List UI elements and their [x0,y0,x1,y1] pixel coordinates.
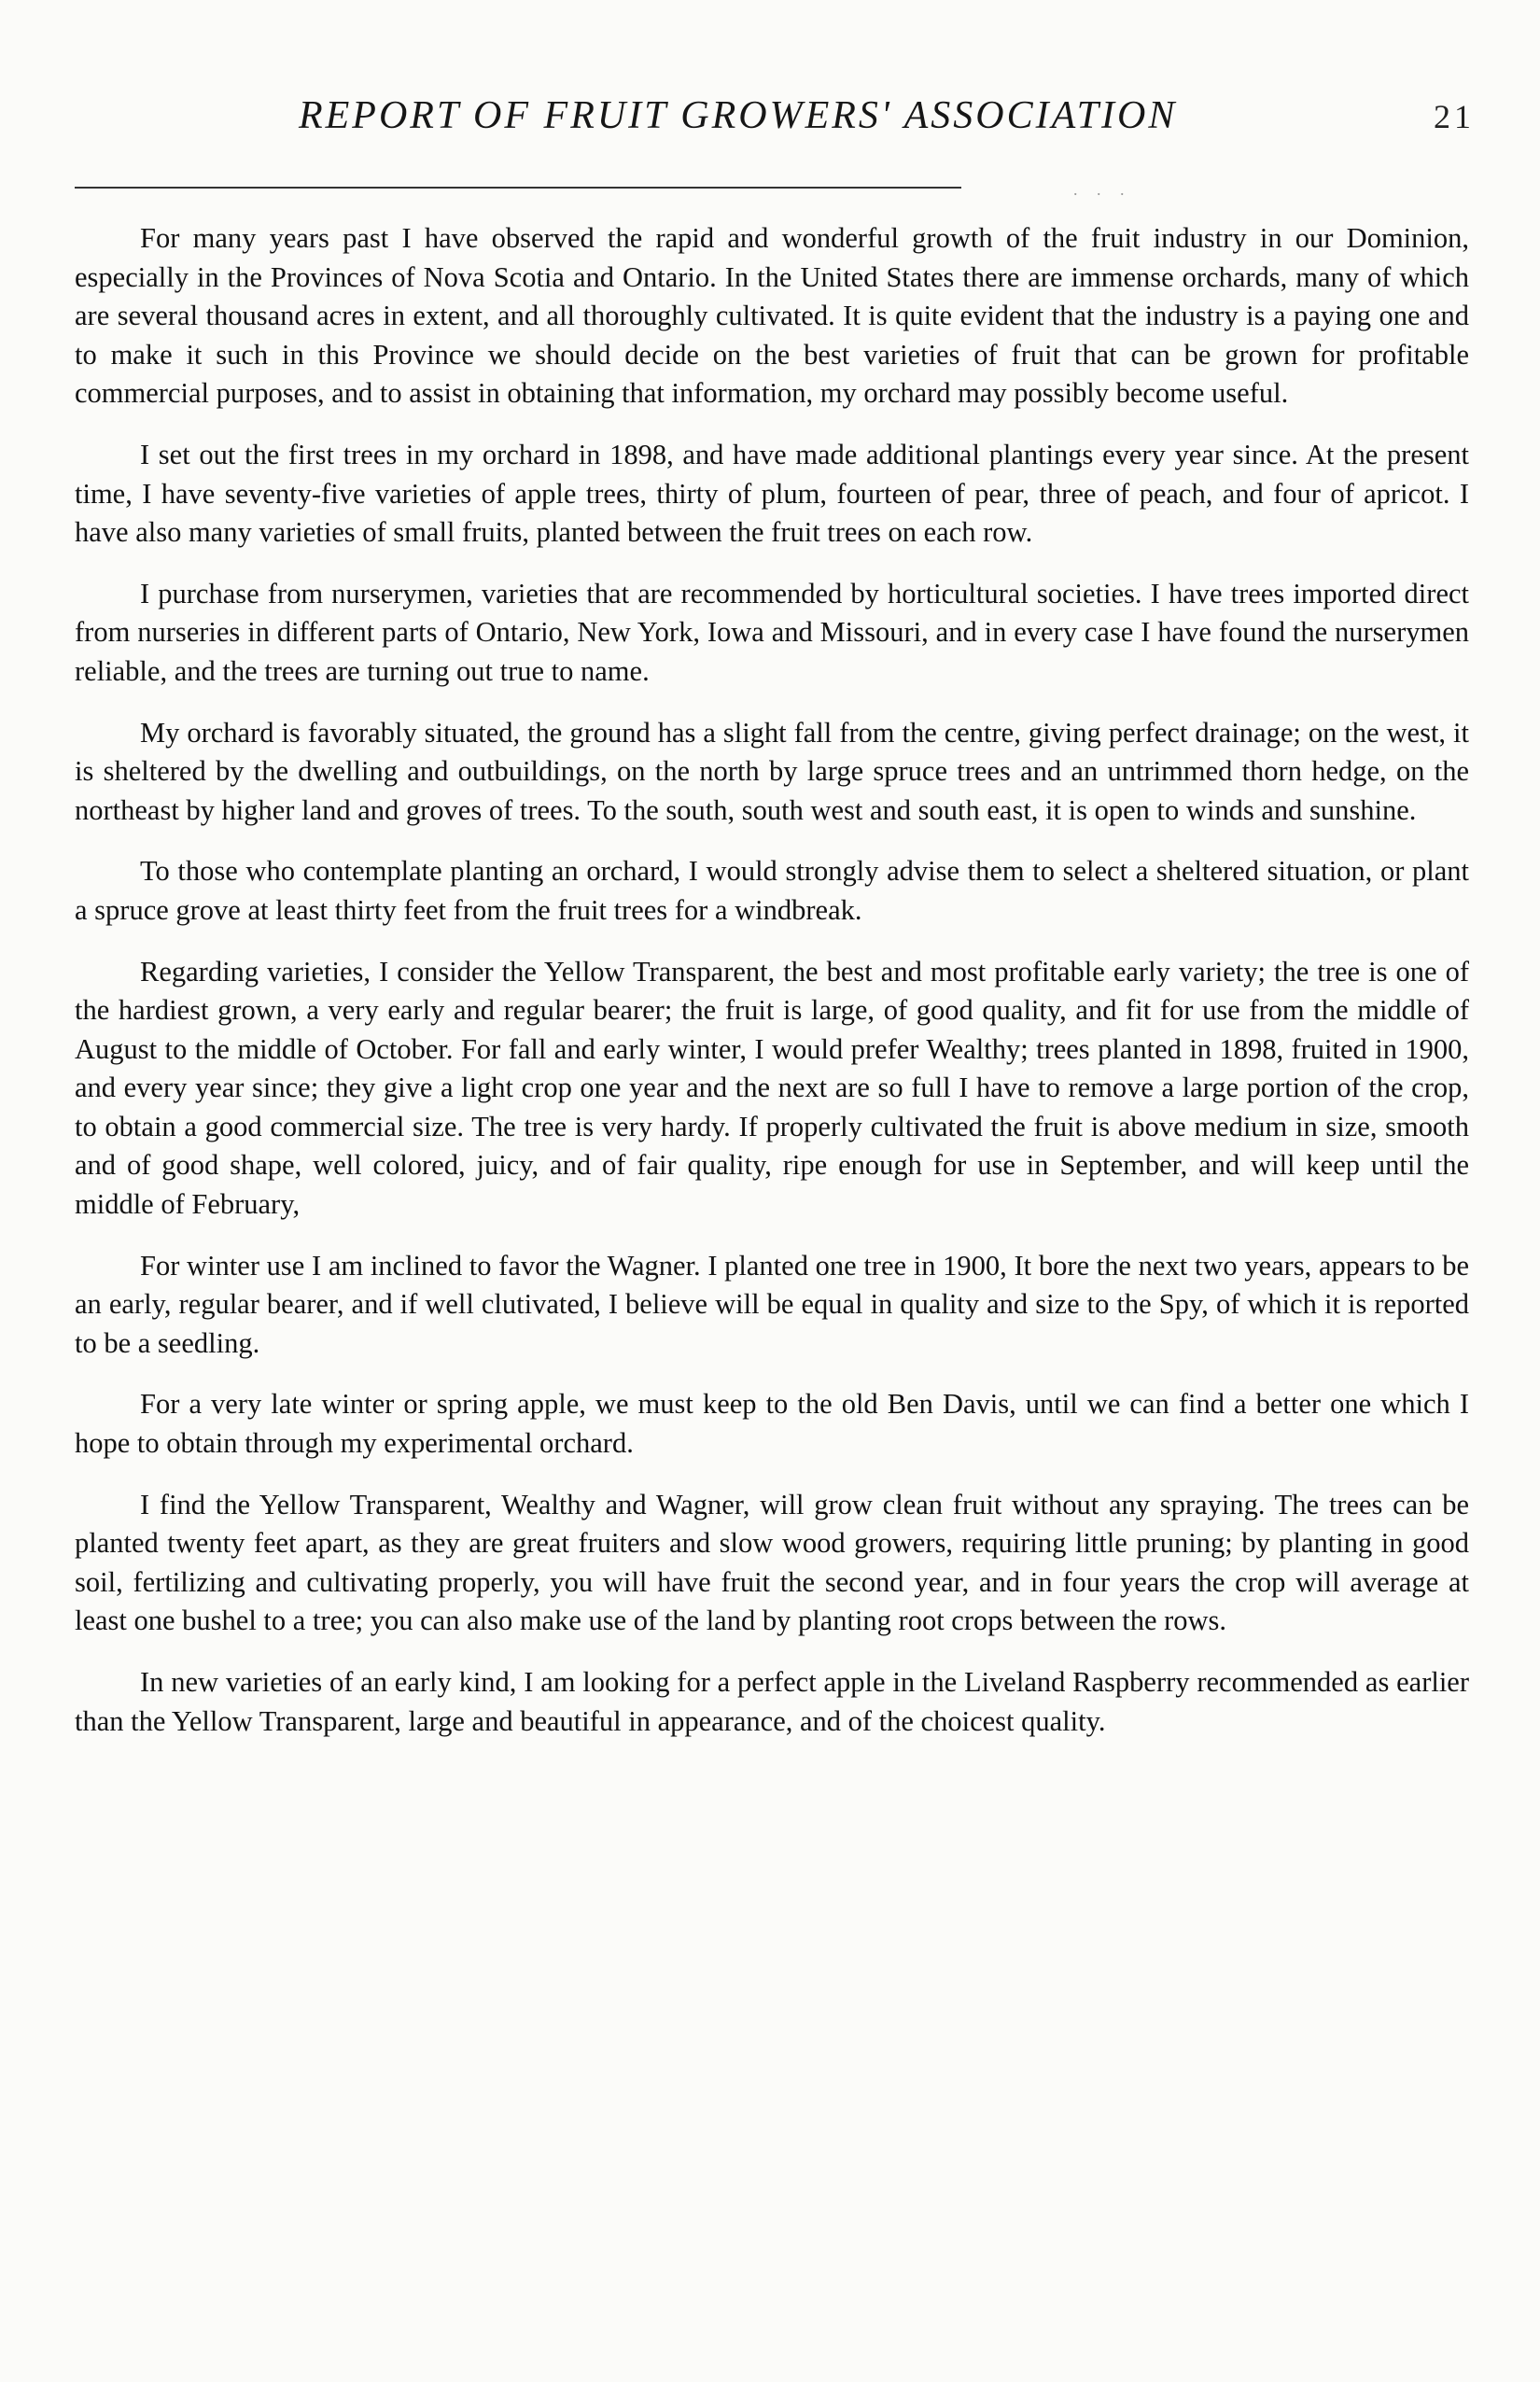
body-text [75,219,1469,1763]
paragraph-4: My orchard is favorably situated, the ground has a slight fall from the centre, giving perfect drainage; on the west, it is sheltered by the dwelling and outbuildings, on the north by large spruce trees and an untrimmed thorn hedge, on the northeast by higher land and groves of trees. To the south, south west and south east, it is open to winds and sunshine. [75,716,1469,826]
paragraph-6: Regarding varieties, I consider the Yellow Transparent, the best and most profitable early variety; the tree is one of the hardiest grown, a very early and regular bearer; the fruit is large, of good quality, and fit for use from the middle of August to the middle of October. For fall and early winter, I would prefer Wealthy; trees planted in 1898, fruited in 1900, and every year since; they give a light crop one year and the next are so full I have to remove a large portion of the crop, to obtain a good commercial size. The tree is very hardy. If properly cultivated the fruit is above medium in size, smooth and of good shape, well colored, juicy, and of fair quality, ripe enough for use in September, and will keep until the middle of February, [75,955,1469,1221]
paragraph-1: For many years past I have observed the rapid and wonderful growth of the fruit industry in our Dominion, especially in the Provinces of Nova Scotia and Ontario. In the United States there are immense orchards, many of which are several thousand acres in extent, and all thoroughly cultivated. It is quite evident that the industry is a paying one and to make it such in this Province we should decide on the best varieties of fruit that can be grown for profitable commercial purposes, and to assist in obtaining that information, my orchard may possibly become useful. [75,222,1469,410]
paragraph-7: For winter use I am inclined to favor the Wagner. I planted one tree in 1900, It bore the next two years, appears to be an early, regular bearer, and if well clutivated, I believe will be equal in quality and size to the Spy, of which it is reported to be a seedling. [75,1249,1469,1359]
paragraph-2: I set out the first trees in my orchard in 1898, and have made additional plantings every year since. At the present time, I have seventy-five varieties of apple trees, thirty of plum, fourteen of pear, three of peach, and four of apricot. I have also many varieties of small fruits, planted between the fruit trees on each row. [75,438,1469,549]
paragraph-5: To those who contemplate planting an orchard, I would strongly advise them to select a sheltered situation, or plant a spruce grove at least thirty feet from the fruit trees for a windbreak. [75,855,1469,926]
paragraph-8: For a very late winter or spring apple, we must keep to the old Ben Davis, until we can find a better one which I hope to obtain through my experimental orchard. [75,1388,1469,1460]
paragraph-10: In new varieties of an early kind, I am looking for a perfect apple in the Liveland Raspberry recommended as earlier than the Yellow Transparent, large and beautiful in appearance, and of the choicest quality. [75,1666,1469,1737]
rule-dots: . . . [1073,180,1132,199]
page-header [75,93,1475,146]
running-title: REPORT OF FRUIT GROWERS' ASSOCIATION [299,94,1178,137]
paragraph-9: I find the Yellow Transparent, Wealthy and Wagner, will grow clean fruit without any spraying. The trees can be planted twenty feet apart, as they are great fruiters and slow wood growers, requiring little pruning; by planting in good soil, fertilizing and cultivating properly, you will have fruit the second year, and in four years the crop will average at least one bushel to a tree; you can also make use of the land by planting root crops between the rows. [75,1488,1469,1637]
page-number: 21 [1434,98,1475,135]
paragraph-3: I purchase from nurserymen, varieties that are recommended by horticultural societies. I have trees imported direct from nurseries in different parts of Ontario, New York, Iowa and Missouri, and in every case I have found the nurserymen reliable, and the trees are turning out true to name. [75,577,1469,687]
header-rule [75,187,961,189]
